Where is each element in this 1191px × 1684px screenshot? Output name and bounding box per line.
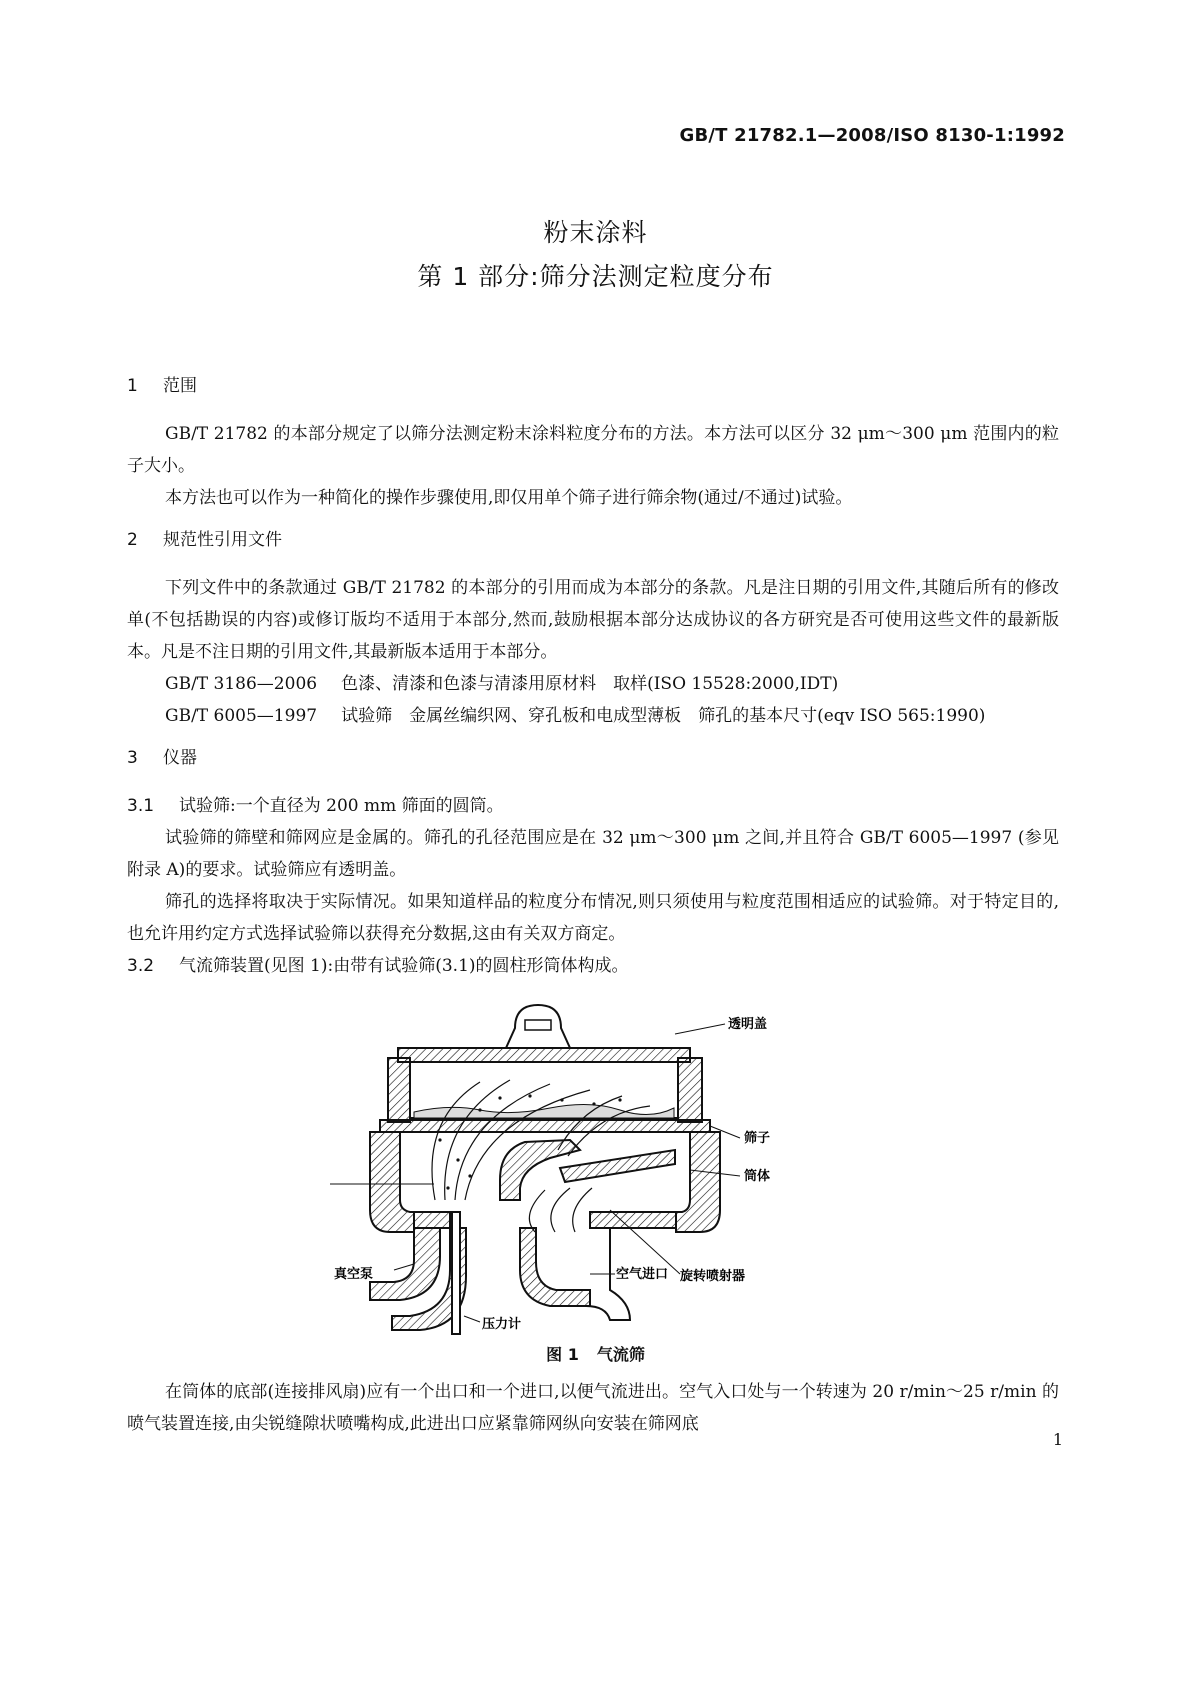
paragraph: 筛孔的选择将取决于实际情况。如果知道样品的粒度分布情况,则只须使用与粒度范围相适应的试验筛。对于特定目的,也允许用约定方式选择试验筛以获得充分数据,这由有关双方商定。 bbox=[127, 892, 1059, 944]
section-heading bbox=[127, 370, 1059, 402]
subclause bbox=[127, 950, 1059, 982]
section-number: 2 bbox=[127, 530, 138, 550]
subclause-number: 3.2 bbox=[127, 956, 155, 976]
reference-item bbox=[127, 700, 1059, 732]
subclause bbox=[127, 790, 1059, 822]
paragraph: 在筒体的底部(连接排风扇)应有一个出口和一个进口,以便气流进出。空气入口处与一个转速为 20 r/min～25 r/min 的喷气装置连接,由尖锐缝隙状喷嘴构成,此进出口应紧靠筛网纵向安装在筛网底 bbox=[127, 1382, 1059, 1434]
paragraph: 本方法也可以作为一种简化的操作步骤使用,即仅用单个筛子进行筛余物(通过/不通过)试验。 bbox=[165, 488, 853, 508]
section-number: 3 bbox=[127, 748, 138, 768]
label-air-inlet: 空气进口 bbox=[616, 1267, 669, 1282]
transparent-cover bbox=[398, 1048, 690, 1062]
paragraph: 试验筛的筛壁和筛网应是金属的。筛孔的孔径范围应是在 32 μm～300 μm 之间,并且符合 GB/T 6005—1997 (参见附录 A)的要求。试验筛应有透明盖。 bbox=[127, 828, 1059, 880]
subclause-text: 试验筛:一个直径为 200 mm 筛面的圆筒。 bbox=[179, 796, 504, 816]
air-inlet-pipe bbox=[520, 1228, 590, 1306]
reference-item bbox=[127, 668, 1059, 700]
section-heading bbox=[127, 742, 1059, 774]
label-vacuum-pump: 真空泵 bbox=[334, 1267, 374, 1282]
main-content bbox=[127, 370, 1059, 992]
section-number: 1 bbox=[127, 376, 138, 396]
reference-title: 色漆、清漆和色漆与清漆用原材料 取样(ISO 15528:2000,IDT) bbox=[341, 674, 839, 694]
pressure-gauge-tube bbox=[452, 1212, 460, 1334]
paragraph: GB/T 21782 的本部分规定了以筛分法测定粉末涂料粒度分布的方法。本方法可以区分 32 μm～300 μm 范围内的粒子大小。 bbox=[127, 424, 1059, 476]
document-title bbox=[0, 211, 1191, 299]
section-title: 范围 bbox=[163, 376, 197, 396]
figure-caption-number: 图 1 bbox=[546, 1345, 579, 1364]
section-scope bbox=[127, 370, 1059, 514]
reference-code: GB/T 3186—2006 bbox=[165, 674, 318, 694]
cylinder-body bbox=[370, 1132, 414, 1232]
continued-text bbox=[127, 1376, 1059, 1440]
paragraph: 下列文件中的条款通过 GB/T 21782 的本部分的引用而成为本部分的条款。凡是注日期的引用文件,其随后所有的修改单(不包括勘误的内容)或修订版均不适用于本部分,然而,鼓励根据本部分达成协议的各方研究是否可使用这些文件的最新版本。凡是不注日期的引用文件,其最新版本适用于本部分。 bbox=[127, 578, 1059, 662]
page-number: 1 bbox=[1052, 1430, 1063, 1449]
figure-caption-title: 气流筛 bbox=[596, 1345, 645, 1364]
sieve-mesh bbox=[380, 1120, 710, 1132]
sieve-frame-right bbox=[678, 1058, 702, 1122]
title-line-2: 第 1 部分:筛分法测定粒度分布 bbox=[417, 262, 774, 291]
figure-caption bbox=[0, 1342, 1191, 1365]
reference-title: 试验筛 金属丝编织网、穿孔板和电成型薄板 筛孔的基本尺寸(eqv ISO 565:1990) bbox=[341, 706, 986, 726]
reference-code: GB/T 6005—1997 bbox=[165, 706, 318, 726]
section-title: 仪器 bbox=[163, 748, 197, 768]
standard-number: GB/T 21782.1—2008/ISO 8130-1:1992 bbox=[679, 125, 1065, 146]
title-line-1: 粉末涂料 bbox=[543, 218, 648, 247]
section-normative-references bbox=[127, 524, 1059, 732]
sieve-frame-left bbox=[388, 1058, 410, 1122]
label-pressure-gauge: 压力计 bbox=[482, 1317, 522, 1332]
label-cylinder: 筒体 bbox=[744, 1169, 771, 1184]
label-rotating-nozzle: 旋转喷射器 bbox=[680, 1269, 746, 1284]
label-sieve: 筛子 bbox=[744, 1131, 771, 1146]
vacuum-pump-outlet bbox=[370, 1228, 440, 1300]
section-heading bbox=[127, 524, 1059, 556]
section-apparatus bbox=[127, 742, 1059, 982]
air-jet-sieve-figure bbox=[330, 1000, 850, 1340]
air-jet-sieve-diagram bbox=[330, 1000, 850, 1340]
section-title: 规范性引用文件 bbox=[163, 530, 282, 550]
label-transparent-cover: 透明盖 bbox=[728, 1017, 768, 1032]
subclause-text: 气流筛装置(见图 1):由带有试验筛(3.1)的圆柱形筒体构成。 bbox=[179, 956, 629, 976]
subclause-number: 3.1 bbox=[127, 796, 155, 816]
